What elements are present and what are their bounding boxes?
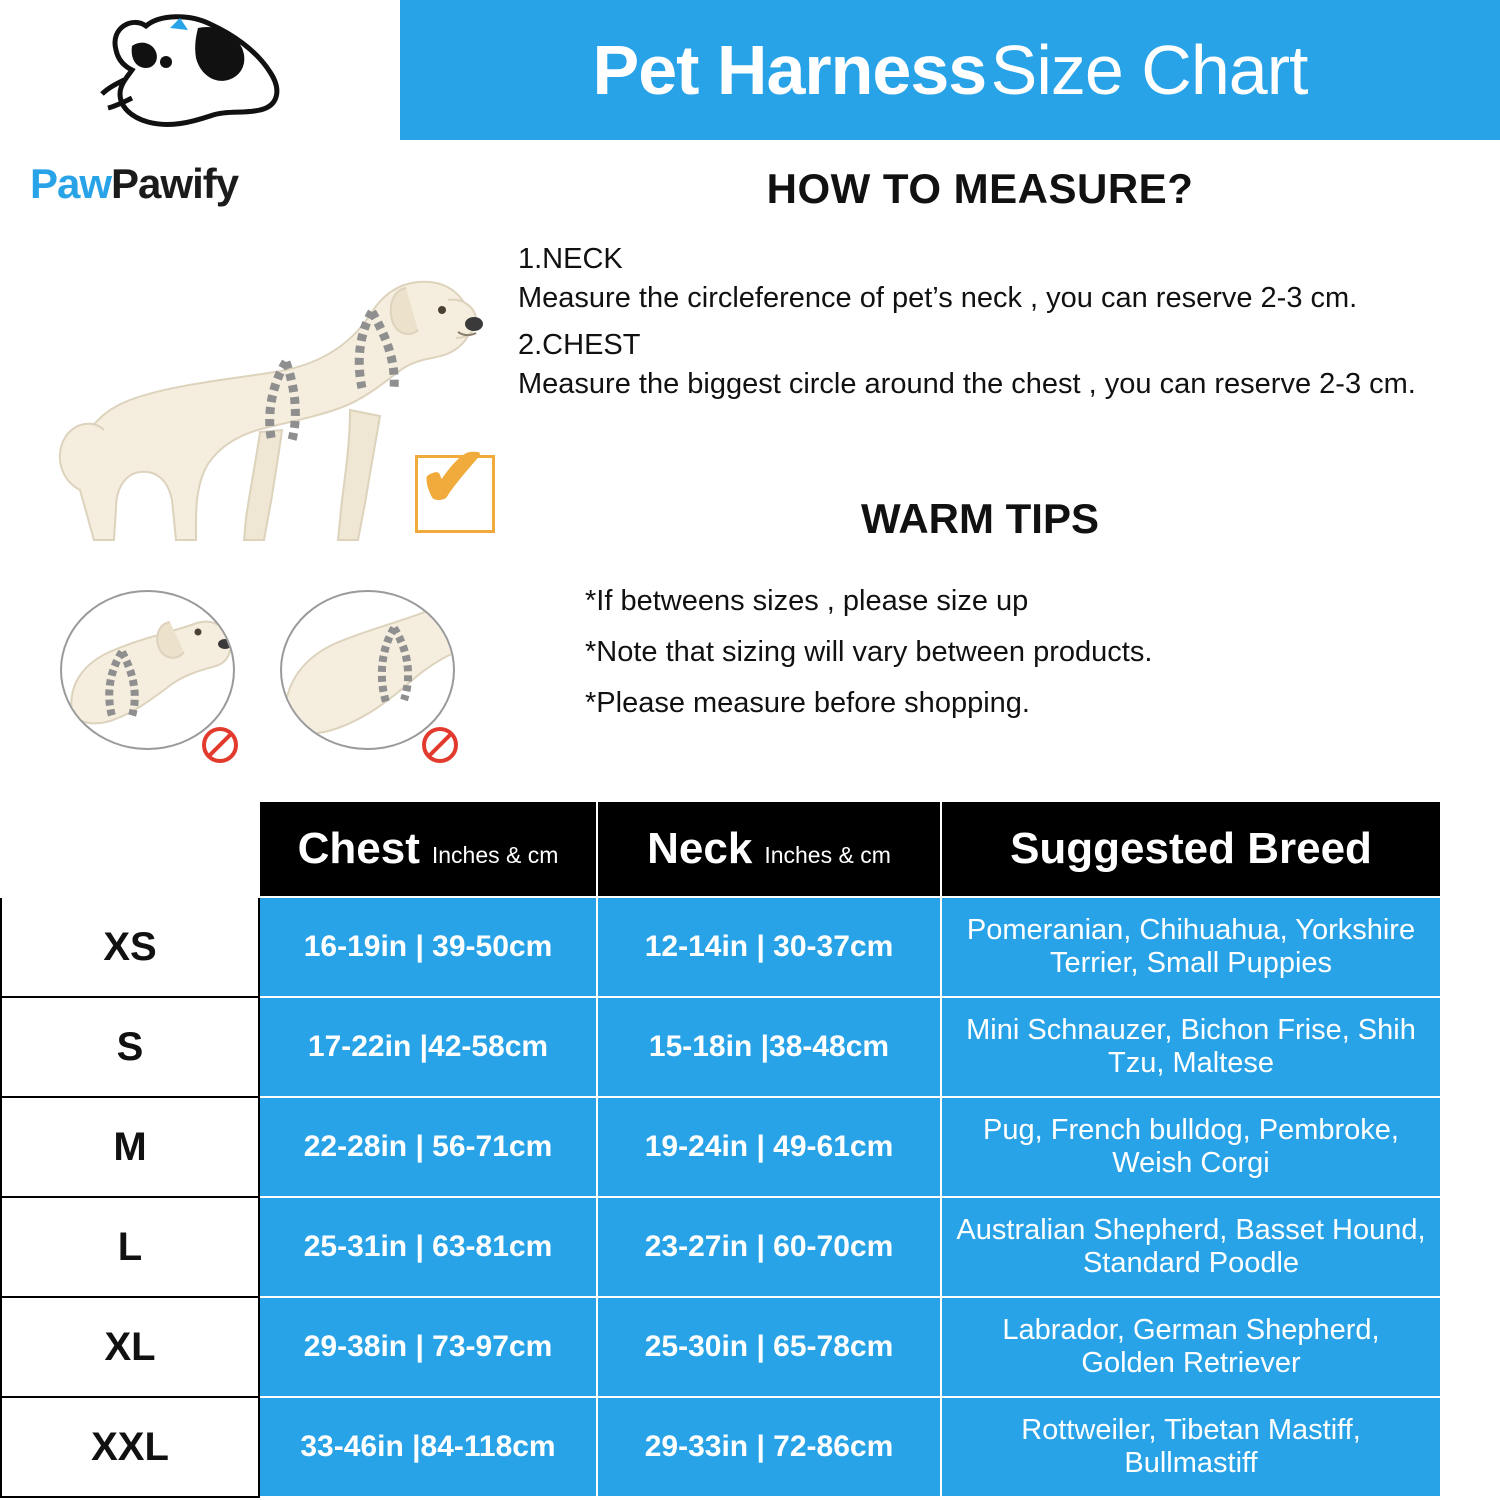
measure-item-label-neck: 1.NECK — [518, 243, 623, 275]
table-header-chest — [259, 801, 597, 897]
header-banner — [400, 0, 1500, 140]
row-chest-xs: 16-19in | 39-50cm — [259, 897, 597, 997]
measure-item-desc-neck: Measure the circleference of pet’s neck , you can reserve 2-3 cm. — [518, 282, 1358, 314]
row-chest-m: 22-28in | 56-71cm — [259, 1097, 597, 1197]
row-chest-xl: 29-38in | 73-97cm — [259, 1297, 597, 1397]
row-size-m: M — [1, 1097, 259, 1197]
brand-name-part1: Paw — [30, 160, 112, 207]
brand-logo — [20, 10, 390, 220]
row-size-xs: XS — [1, 897, 259, 997]
table-header-breed-label: Suggested Breed — [1010, 824, 1372, 873]
measure-item-label-chest: 2.CHEST — [518, 329, 641, 361]
table-header-size — [1, 801, 259, 897]
row-breed-xxl: Rottweiler, Tibetan Mastiff, Bullmastiff — [941, 1397, 1441, 1497]
wrong-example-1 — [60, 590, 250, 765]
row-neck-xs: 12-14in | 30-37cm — [597, 897, 941, 997]
table-row — [1, 897, 1441, 997]
dog-neck-thumb-icon — [282, 592, 455, 750]
warm-tips-list — [585, 585, 1485, 738]
table-row — [1, 1197, 1441, 1297]
table-header-breed — [941, 801, 1441, 897]
table-row — [1, 1097, 1441, 1197]
warm-tip-1: *If betweens sizes , please size up — [585, 585, 1029, 617]
row-neck-s: 15-18in |38-48cm — [597, 997, 941, 1097]
brand-name — [30, 160, 238, 208]
illustration-area — [40, 230, 510, 770]
row-size-s: S — [1, 997, 259, 1097]
table-header-chest-main: Chest — [297, 824, 420, 873]
table-header-neck-sub: Inches & cm — [764, 842, 891, 868]
table-header-neck-main: Neck — [647, 824, 753, 873]
row-neck-l: 23-27in | 60-70cm — [597, 1197, 941, 1297]
row-neck-xxl: 29-33in | 72-86cm — [597, 1397, 941, 1497]
row-breed-m: Pug, French bulldog, Pembroke, Weish Corgi — [941, 1097, 1441, 1197]
table-row — [1, 1397, 1441, 1497]
row-size-xxl: XXL — [1, 1397, 259, 1497]
row-breed-s: Mini Schnauzer, Bichon Frise, Shih Tzu, Maltese — [941, 997, 1441, 1097]
warm-tip-3: *Please measure before shopping. — [585, 687, 1030, 719]
row-neck-xl: 25-30in | 65-78cm — [597, 1297, 941, 1397]
row-chest-xxl: 33-46in |84-118cm — [259, 1397, 597, 1497]
wrong-example-2 — [280, 590, 470, 765]
brand-name-part2: Pawify — [111, 160, 239, 207]
table-row — [1, 997, 1441, 1097]
page-title — [592, 31, 1308, 109]
table-header-neck — [597, 801, 941, 897]
wrong-example-2-circle — [280, 590, 455, 750]
row-breed-xs: Pomeranian, Chihuahua, Yorkshire Terrier, Small Puppies — [941, 897, 1441, 997]
warm-tip-2: *Note that sizing will vary between products. — [585, 636, 1153, 668]
size-table-wrapper — [0, 800, 1500, 1498]
warm-tips-title: WARM TIPS — [861, 495, 1099, 542]
row-breed-l: Australian Shepherd, Basset Hound, Standard Poodle — [941, 1197, 1441, 1297]
row-neck-m: 19-24in | 49-61cm — [597, 1097, 941, 1197]
row-size-xl: XL — [1, 1297, 259, 1397]
prohibited-icon — [202, 727, 238, 763]
table-header-chest-sub: Inches & cm — [431, 842, 559, 868]
dog-head-icon — [20, 10, 320, 160]
row-size-l: L — [1, 1197, 259, 1297]
row-chest-l: 25-31in | 63-81cm — [259, 1197, 597, 1297]
prohibited-icon — [422, 727, 458, 763]
size-table — [0, 800, 1442, 1498]
row-breed-xl: Labrador, German Shepherd, Golden Retriever — [941, 1297, 1441, 1397]
dog-head-thumb-icon — [62, 592, 235, 750]
how-to-measure-list — [518, 243, 1478, 415]
measure-item-desc-chest: Measure the biggest circle around the chest , you can reserve 2-3 cm. — [518, 368, 1416, 400]
page-title-light: Size Chart — [990, 31, 1308, 109]
table-header-row — [1, 801, 1441, 897]
how-to-measure-title: HOW TO MEASURE? — [766, 165, 1194, 212]
wrong-example-1-circle — [60, 590, 235, 750]
table-row — [1, 1297, 1441, 1397]
check-icon: ✔ — [418, 430, 489, 524]
page-title-bold: Pet Harness — [592, 31, 987, 109]
row-chest-s: 17-22in |42-58cm — [259, 997, 597, 1097]
